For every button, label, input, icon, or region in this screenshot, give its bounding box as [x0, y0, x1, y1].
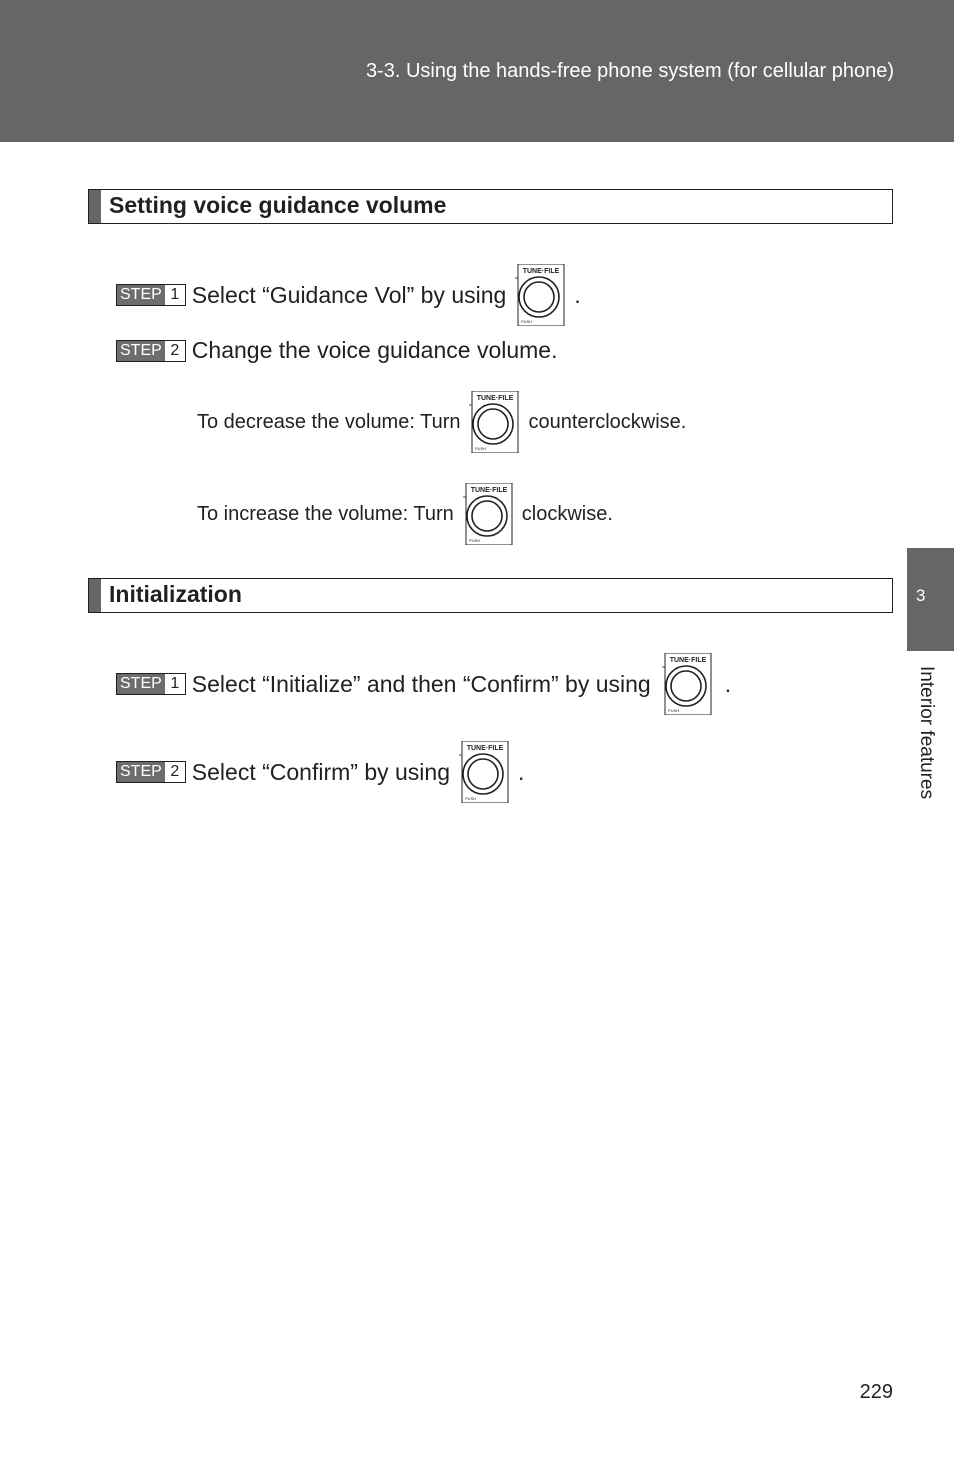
- step-number: 1: [165, 674, 185, 694]
- step-badge: [116, 284, 186, 306]
- step-badge: [116, 761, 186, 783]
- chapter-tab: [907, 548, 954, 651]
- step-label: STEP: [117, 762, 165, 782]
- step-badge: [116, 340, 186, 362]
- note-text: To decrease the volume: Turn: [197, 410, 461, 433]
- section-title: Initialization: [109, 581, 242, 607]
- note-row: [197, 483, 613, 545]
- note-text: To increase the volume: Turn: [197, 502, 454, 525]
- step-row: [116, 264, 581, 326]
- note-row: [197, 391, 686, 453]
- section-title: Setting voice guidance volume: [109, 192, 447, 218]
- step-number: 2: [165, 341, 185, 361]
- note-text-end: counterclockwise.: [528, 410, 687, 433]
- tune-file-knob-icon: [514, 264, 566, 326]
- note-text-end: clockwise.: [521, 502, 613, 525]
- page-number: 229: [859, 1381, 893, 1403]
- tune-file-knob-icon: [661, 653, 713, 715]
- section-heading-voice-guidance: [88, 189, 893, 224]
- tune-file-knob-icon: [458, 741, 510, 803]
- step-text-end: .: [724, 670, 732, 697]
- step-badge: [116, 673, 186, 695]
- step-label: STEP: [117, 341, 165, 361]
- heading-bar: [89, 579, 101, 612]
- section-heading-initialization: [88, 578, 893, 613]
- chapter-number: 3: [916, 586, 926, 605]
- step-text: Select “Confirm” by using: [191, 758, 450, 785]
- step-row: [116, 337, 557, 364]
- header-band: [0, 0, 954, 142]
- step-text-end: .: [518, 758, 525, 785]
- step-text: Select “Initialize” and then “Confirm” by using: [191, 670, 651, 697]
- step-label: STEP: [117, 674, 165, 694]
- heading-bar: [89, 190, 101, 223]
- chapter-label: Interior features: [916, 666, 937, 800]
- step-row: [116, 741, 524, 803]
- page-header-title: 3-3. Using the hands-free phone system (for cellular phone): [365, 60, 894, 82]
- step-number: 2: [165, 762, 185, 782]
- step-number: 1: [165, 285, 185, 305]
- step-row: [116, 653, 731, 715]
- step-text-end: .: [574, 281, 581, 308]
- tune-file-knob-icon: [468, 391, 520, 453]
- step-label: STEP: [117, 285, 165, 305]
- step-text: Change the voice guidance volume.: [191, 337, 558, 363]
- step-text: Select “Guidance Vol” by using: [191, 281, 507, 308]
- tune-file-knob-icon: [462, 483, 514, 545]
